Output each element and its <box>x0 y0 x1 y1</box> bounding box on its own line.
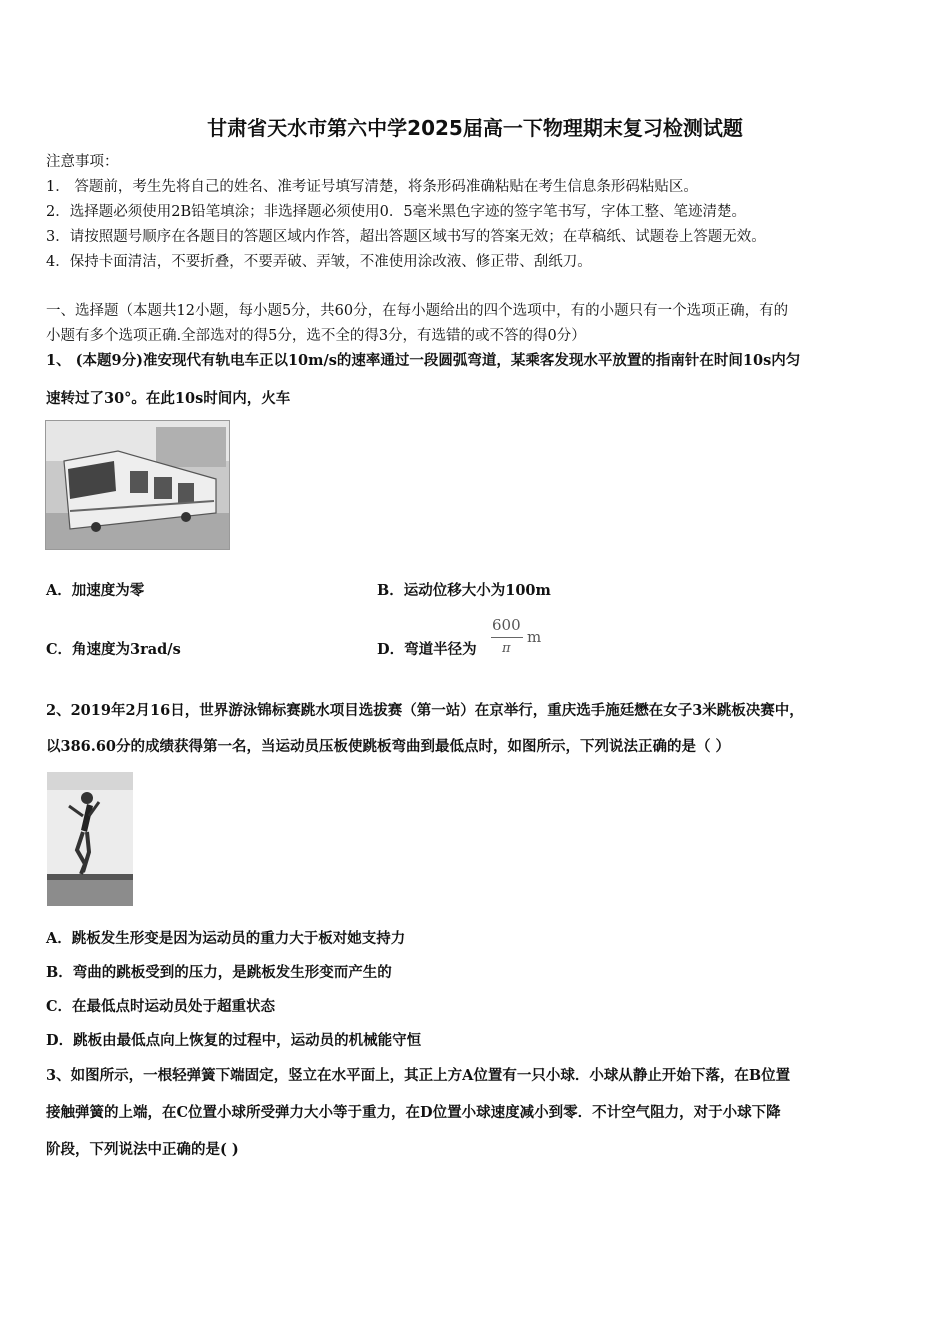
fraction-numerator: 600 <box>492 616 521 634</box>
notice-item-4: 4．保持卡面清洁，不要折叠，不要弄破、弄皱，不准使用涂改液、修正带、刮纸刀。 <box>46 254 592 270</box>
diver-photo <box>47 772 133 906</box>
tram-photo <box>45 420 230 550</box>
q1-option-c: C．角速度为3rad/s <box>46 641 181 658</box>
fraction-bar <box>491 637 523 638</box>
notice-item-2: 2．选择题必须使用2B铅笔填涂；非选择题必须使用0．5毫米黑色字迹的签字笔书写，字体工整、笔迹清楚。 <box>46 204 747 220</box>
page-title: 甘肃省天水市第六中学2025届高一下物理期末复习检测试题 <box>207 116 743 140</box>
q1-stem-line1: 1、 (本题9分)准安现代有轨电车正以10m/s的速率通过一段圆弧弯道，某乘客发现水平放置的指南针在时间10s内匀 <box>46 352 801 369</box>
q2-stem-line1: 2、2019年2月16日，世界游泳锦标赛跳水项目选拔赛（第一站）在京举行，重庆选手施廷懋在女子3米跳板决赛中， <box>46 702 804 719</box>
q2-stem-line2: 以386.60分的成绩获得第一名，当运动员压板使跳板弯曲到最低点时，如图所示，下列说法正确的是（ ） <box>46 738 731 755</box>
q2-option-d: D．跳板由最低点向上恢复的过程中，运动员的机械能守恒 <box>46 1032 422 1049</box>
tram-illustration <box>46 421 229 549</box>
q1-option-a: A．加速度为零 <box>46 582 145 599</box>
section-instructions-line2: 小题有多个选项正确.全部选对的得5分，选不全的得3分，有选错的或不答的得0分） <box>46 328 586 344</box>
notice-heading: 注意事项： <box>46 154 119 170</box>
q3-stem-line1: 3、如图所示，一根轻弹簧下端固定，竖立在水平面上，其正上方A位置有一只小球．小球从静止开始下落，在B位置 <box>46 1067 791 1084</box>
q1-option-d: D．弯道半径为 <box>377 641 477 658</box>
q2-option-b: B．弯曲的跳板受到的压力，是跳板发生形变而产生的 <box>46 964 392 981</box>
q2-option-a: A．跳板发生形变是因为运动员的重力大于板对她支持力 <box>46 930 406 947</box>
fraction-denominator: π <box>502 641 511 656</box>
notice-item-1: 1． 答题前，考生先将自己的姓名、准考证号填写清楚，将条形码准确粘贴在考生信息条形码粘贴区。 <box>46 179 698 195</box>
q1-option-b: B．运动位移大小为100m <box>377 582 551 599</box>
section-instructions-line1: 一、选择题（本题共12小题，每小题5分，共60分，在每小题给出的四个选项中，有的小题只有一个选项正确，有的 <box>46 303 789 319</box>
q3-stem-line3: 阶段，下列说法中正确的是( ) <box>46 1141 239 1158</box>
q2-option-c: C．在最低点时运动员处于超重状态 <box>46 998 276 1015</box>
notice-item-3: 3．请按照题号顺序在各题目的答题区域内作答，超出答题区域书写的答案无效；在草稿纸、试题卷上答题无效。 <box>46 229 766 245</box>
fraction-unit: m <box>527 628 542 646</box>
q3-stem-line2: 接触弹簧的上端，在C位置小球所受弹力大小等于重力，在D位置小球速度减小到零．不计空气阻力，对于小球下降 <box>46 1104 781 1121</box>
diver-illustration <box>47 772 133 906</box>
q1-stem-line2: 速转过了30°。在此10s时间内，火车 <box>46 390 291 407</box>
